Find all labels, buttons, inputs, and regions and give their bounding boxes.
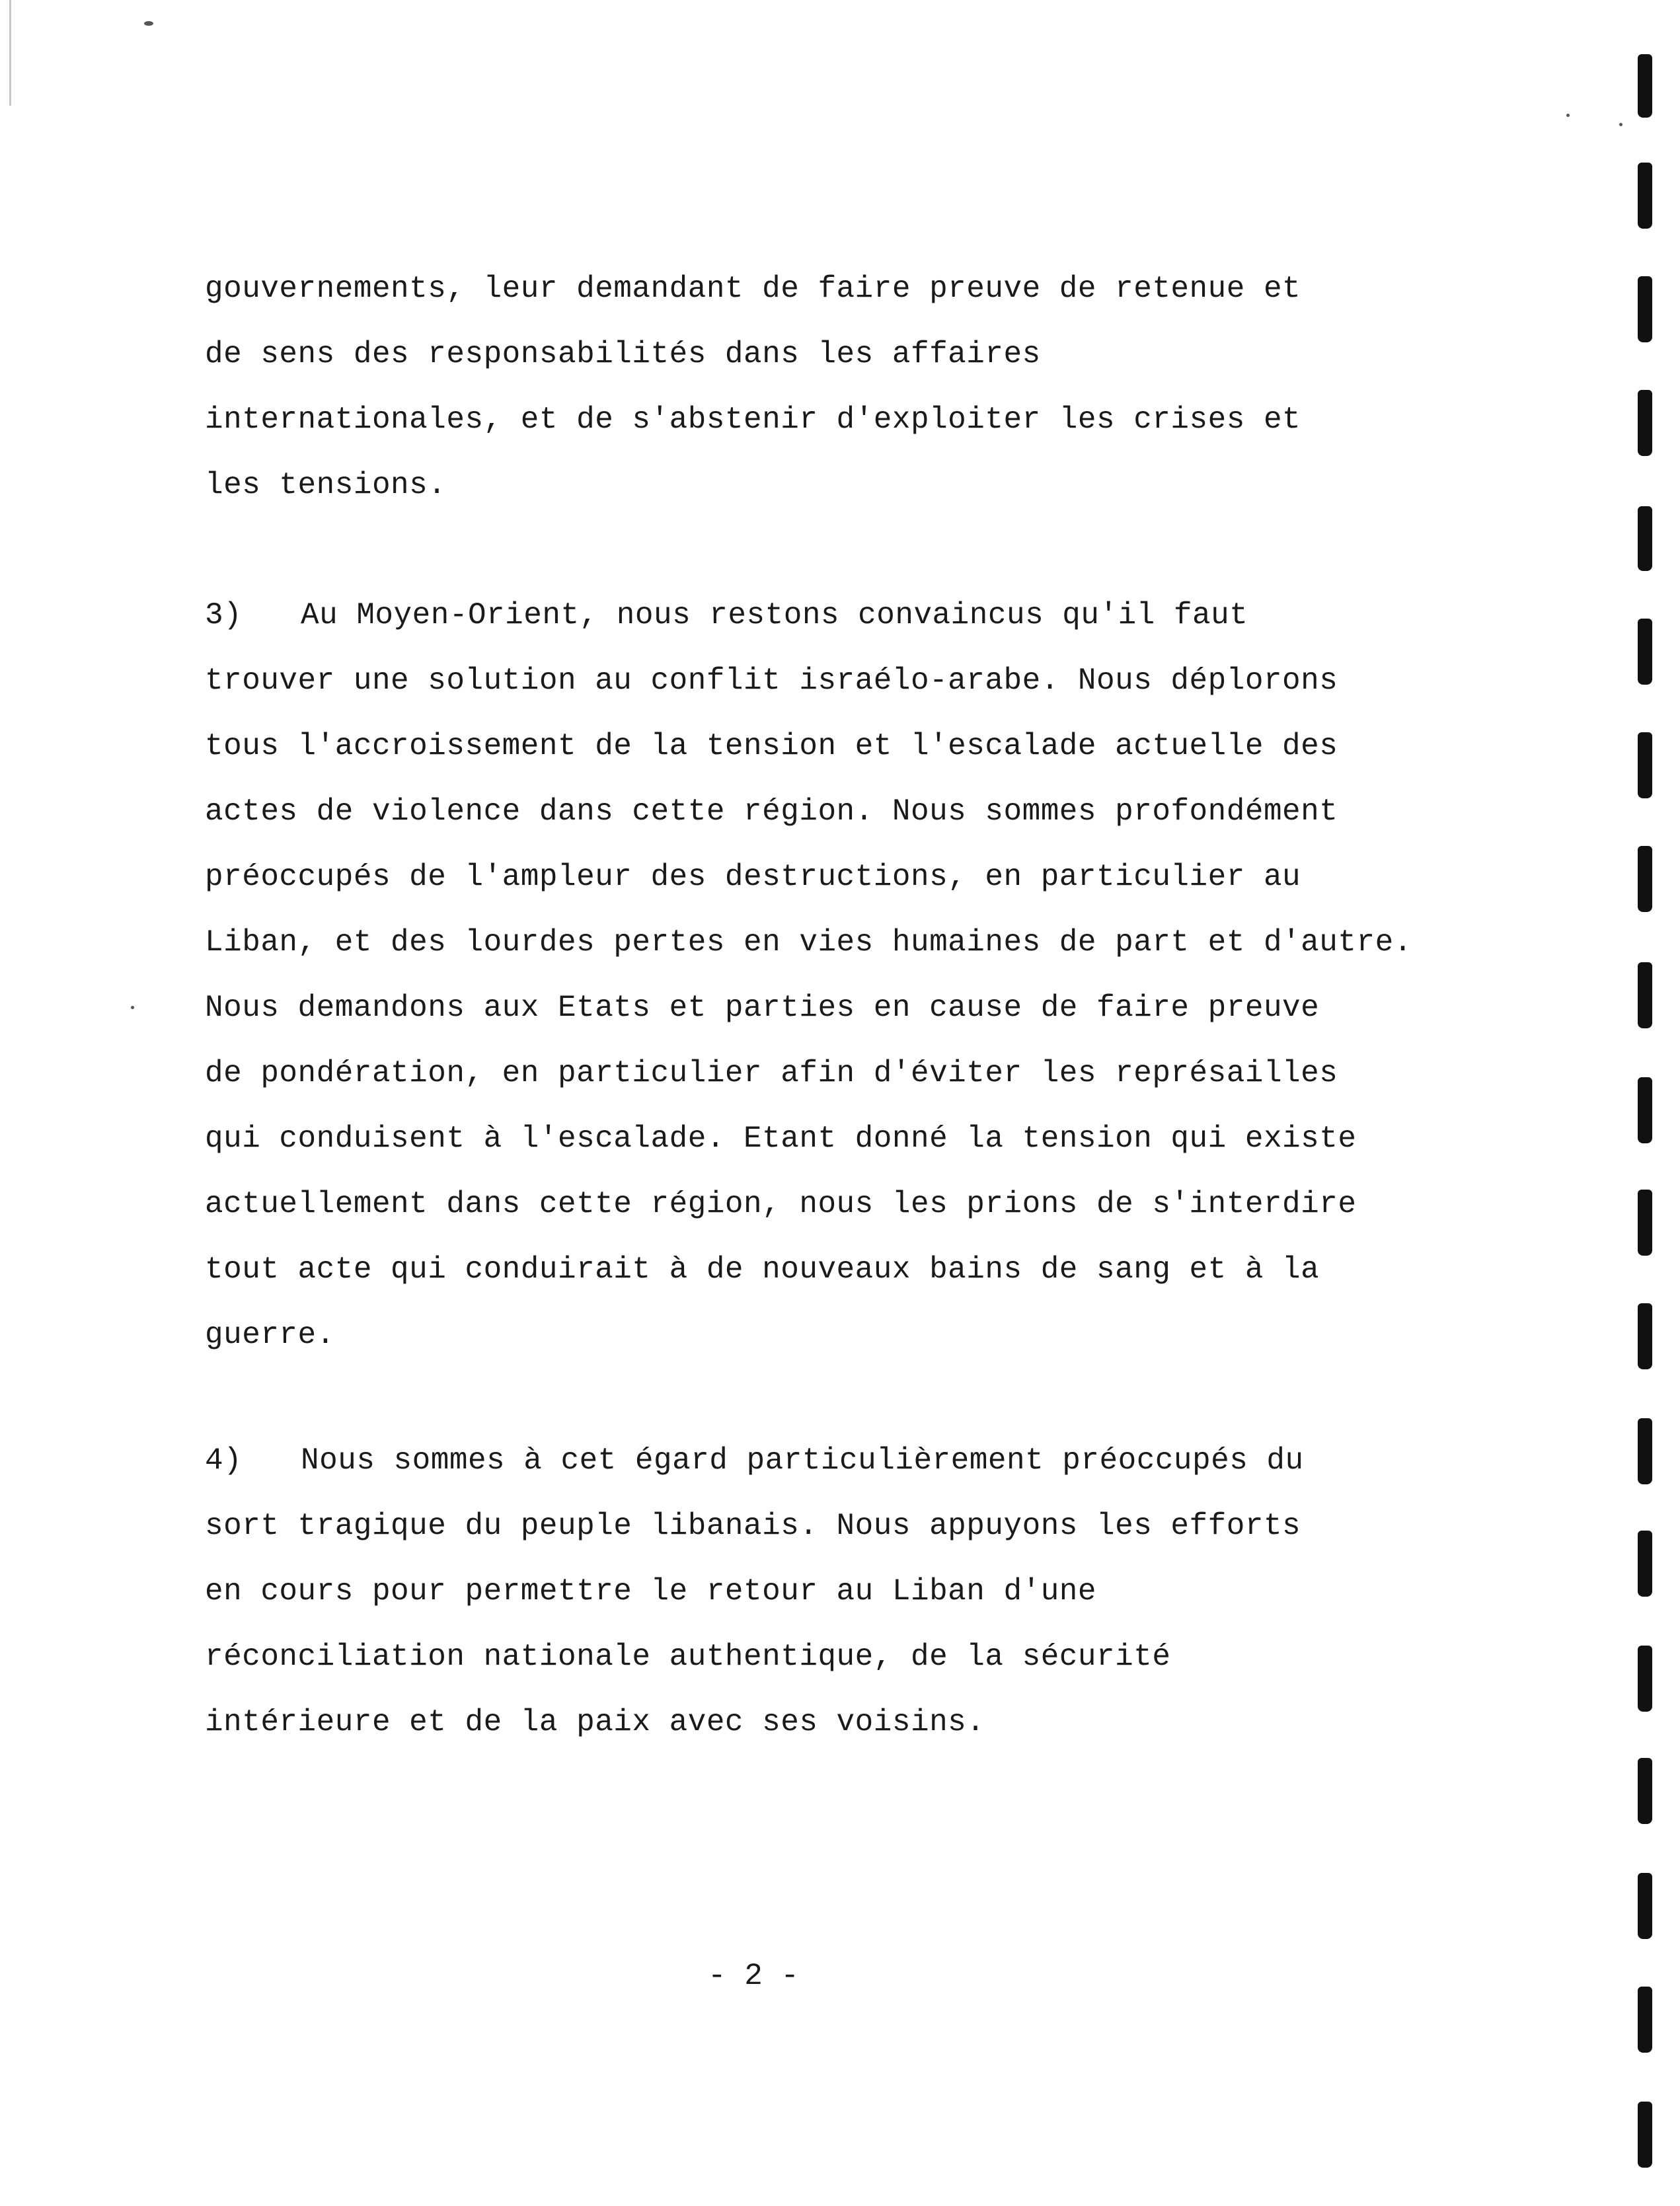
paragraph-number: 4) bbox=[205, 1443, 243, 1478]
paragraph-4 bbox=[205, 1428, 1494, 1755]
binder-mark bbox=[1638, 506, 1652, 571]
binder-mark bbox=[1638, 1758, 1652, 1824]
text-line: de pondération, en particulier afin d'éviter les représailles bbox=[205, 1056, 1338, 1090]
text-line: actuellement dans cette région, nous les prions de s'interdire bbox=[205, 1187, 1357, 1221]
scan-speck bbox=[1619, 123, 1623, 126]
text-line: Nous demandons aux Etats et parties en cause de faire preuve bbox=[205, 991, 1320, 1025]
binder-mark bbox=[1638, 276, 1652, 342]
binder-mark bbox=[1638, 619, 1652, 685]
text-line: tout acte qui conduirait à de nouveaux bains de sang et à la bbox=[205, 1252, 1320, 1287]
scan-speck bbox=[144, 21, 153, 26]
text-line: actes de violence dans cette région. Nous sommes profondément bbox=[205, 794, 1338, 829]
page-number: - 2 - bbox=[707, 1959, 800, 1993]
scan-edge-line bbox=[9, 0, 11, 106]
binder-mark bbox=[1638, 1418, 1652, 1484]
text-line: qui conduisent à l'escalade. Etant donné la tension qui existe bbox=[205, 1122, 1357, 1156]
paragraph-3 bbox=[205, 583, 1494, 1368]
text-line bbox=[205, 1428, 1494, 1494]
text-line: sort tragique du peuple libanais. Nous appuyons les efforts bbox=[205, 1509, 1301, 1543]
text-line bbox=[205, 583, 1494, 648]
text-line: préoccupés de l'ampleur des destructions, en particulier au bbox=[205, 860, 1301, 894]
binder-mark bbox=[1638, 846, 1652, 912]
binder-mark bbox=[1638, 1531, 1652, 1597]
binder-mark bbox=[1638, 732, 1652, 798]
binder-mark bbox=[1638, 1873, 1652, 1939]
binder-mark bbox=[1638, 54, 1652, 118]
binder-mark bbox=[1638, 2102, 1652, 2168]
binder-mark bbox=[1638, 390, 1652, 456]
binder-mark bbox=[1638, 1190, 1652, 1256]
text-line: internationales, et de s'abstenir d'exploiter les crises et bbox=[205, 402, 1301, 437]
text-line: gouvernements, leur demandant de faire preuve de retenue et bbox=[205, 272, 1301, 306]
binder-mark bbox=[1638, 163, 1652, 229]
text-line: tous l'accroissement de la tension et l'escalade actuelle des bbox=[205, 729, 1338, 763]
paragraph-number: 3) bbox=[205, 598, 243, 632]
text-line-content: Nous sommes à cet égard particulièrement préoccupés du bbox=[301, 1443, 1304, 1478]
binder-mark bbox=[1638, 962, 1652, 1028]
binder-mark bbox=[1638, 1077, 1652, 1143]
binder-mark bbox=[1638, 1646, 1652, 1712]
text-line: trouver une solution au conflit israélo-arabe. Nous déplorons bbox=[205, 664, 1338, 698]
text-line: de sens des responsabilités dans les affaires bbox=[205, 337, 1041, 371]
text-line: réconciliation nationale authentique, de la sécurité bbox=[205, 1640, 1171, 1674]
text-line: guerre. bbox=[205, 1318, 335, 1352]
text-line: Liban, et des lourdes pertes en vies humaines de part et d'autre. bbox=[205, 925, 1412, 960]
text-line: en cours pour permettre le retour au Liban d'une bbox=[205, 1574, 1097, 1609]
text-line: les tensions. bbox=[205, 468, 447, 502]
binder-mark bbox=[1638, 1303, 1652, 1369]
text-line-content: Au Moyen-Orient, nous restons convaincus qu'il faut bbox=[301, 598, 1248, 632]
text-line: intérieure et de la paix avec ses voisins. bbox=[205, 1705, 985, 1739]
scan-speck bbox=[131, 1006, 134, 1009]
scan-speck bbox=[1566, 114, 1570, 117]
paragraph-continuation bbox=[205, 256, 1494, 518]
binder-mark bbox=[1638, 1987, 1652, 2053]
